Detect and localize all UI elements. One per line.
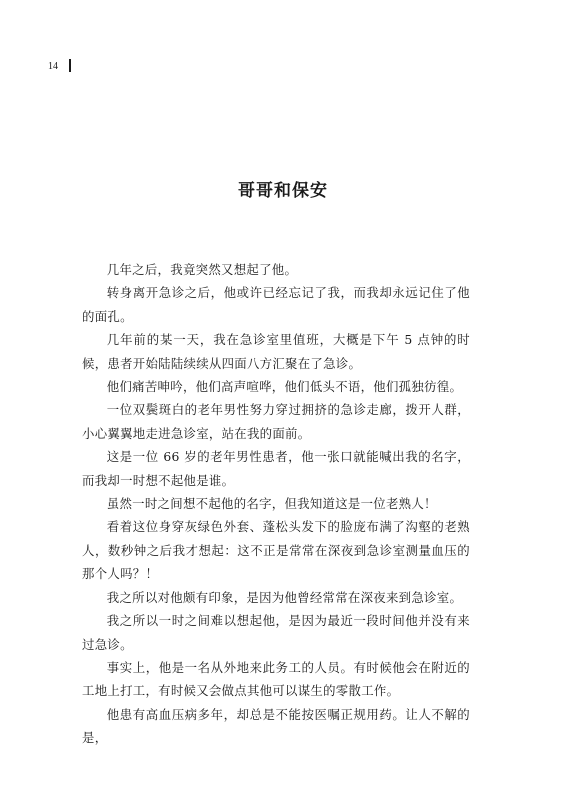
paragraph: 我之所以一时之间难以想起他，是因为最近一段时间他并没有来过急诊。 bbox=[82, 613, 470, 652]
paragraph: 他患有高血压病多年，却总是不能按医嘱正规用药。让人不解的是， bbox=[82, 706, 470, 746]
paragraph: 事实上，他是一名从外地来此务工的人员。有时候他会在附近的工地上打工，有时候又会做点其他可以谋生的零散工作。 bbox=[82, 659, 470, 699]
paragraph: 几年前的某一天，我在急诊室里值班，大概是下午 5 点钟的时候，患者开始陆陆续续从四面八方汇聚在了急诊。 bbox=[82, 332, 470, 371]
page-number-bar bbox=[69, 59, 71, 72]
paragraph: 转身离开急诊之后，他或许已经忘记了我，而我却永远记住了他的面孔。 bbox=[82, 285, 470, 324]
page-number: 14 bbox=[48, 61, 58, 72]
body-text bbox=[82, 258, 470, 750]
paragraph: 他们痛苦呻吟，他们高声喧哗，他们低头不语，他们孤独彷徨。 bbox=[106, 379, 463, 395]
paragraph: 虽然一时之间想不起他的名字，但我知道这是一位老熟人！ bbox=[106, 496, 437, 512]
paragraph: 几年之后，我竟突然又想起了他。 bbox=[106, 262, 298, 277]
chapter-title: 哥哥和保安 bbox=[238, 181, 328, 201]
paragraph: 我之所以对他颇有印象，是因为他曾经常常在深夜来到急诊室。 bbox=[106, 589, 463, 605]
paragraph: 这是一位 66 岁的老年男性患者，他一张口就能喊出我的名字，而我却一时想不起他是谁。 bbox=[82, 449, 470, 488]
paragraph: 一位双鬓斑白的老年男性努力穿过拥挤的急诊走廊，拨开人群，小心翼翼地走进急诊室，站在我的面前。 bbox=[82, 402, 470, 441]
paragraph: 看着这位身穿灰绿色外套、蓬松头发下的脸庞布满了沟壑的老熟人，数秒钟之后我才想起：这不正是常常在深夜到急诊室测量血压的那个人吗？！ bbox=[82, 519, 470, 582]
